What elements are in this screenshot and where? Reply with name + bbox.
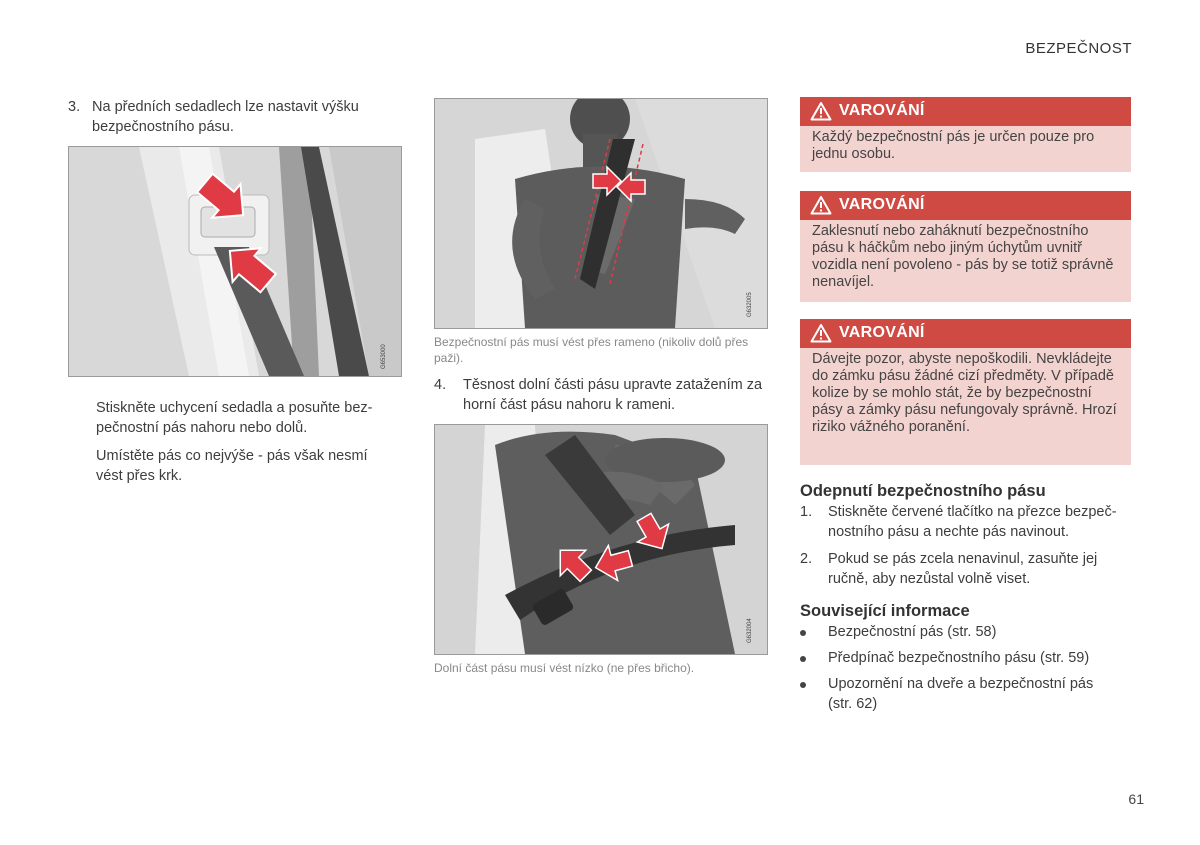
step-3-text: Na předních sedadlech lze nastavit výšku bezpečnostního pásu. [92,99,359,135]
warning-box-2 [800,191,1131,302]
warning-text: Zaklesnutí nebo zaháknutí bezpečnostního pásu k háčkům nebo jiným úchytům uvnitř vozidla není povoleno - pás by se totiž správně nenavíjel. [812,223,1114,290]
shoulder-belt-figure [434,98,768,329]
section-title-related-info: Související informace [800,602,970,620]
step-3 [68,97,388,137]
section-header: BEZPEČNOST [1025,40,1132,57]
section-title-unbuckling: Odepnutí bezpečnostního pásu [800,482,1046,500]
related-link-item [800,622,1132,642]
related-link-item [800,648,1132,668]
step-4-number: 4. [434,377,447,393]
seat-belt-height-figure [68,146,402,377]
step-3-number: 3. [68,99,81,115]
warning-text: Každý bezpečnostní pás je určen pouze pro jednu osobu. [812,129,1095,162]
instruction-paragraph-2: Umístěte pás co nejvýše - pás však nesmí vést přes krk. [96,448,368,484]
related-link[interactable]: Upozornění na dveře a bezpečnostní pás (str. 62) [828,676,1094,712]
warning-title: VAROVÁNÍ [839,102,925,119]
list-item-number: 2. [800,551,813,567]
bullet-icon [800,630,806,636]
lap-belt-illustration [435,425,767,654]
warning-triangle-icon [810,323,832,343]
warning-triangle-icon [810,101,832,121]
step-4 [434,375,766,415]
warning-header [800,191,1131,220]
warning-box-3 [800,319,1131,465]
related-link[interactable]: Předpínač bezpečnostního pásu (str. 59) [828,650,1090,666]
list-item-text: Stiskněte červené tlačítko na přezce bezpeč-nostního pásu a nechte pás navinout. [828,504,1117,540]
list-item [800,502,1132,542]
figure-code: G632005 [747,292,753,317]
seat-belt-height-illustration [69,147,401,376]
caption-shoulder-belt: Bezpečnostní pás musí vést přes rameno (nikoliv dolů přes paži). [434,335,749,365]
instruction-paragraph-1: Stiskněte uchycení sedadla a posuňte bez-pečnostní pás nahoru nebo dolů. [96,400,373,436]
list-item [800,549,1132,589]
related-link[interactable]: Bezpečnostní pás (str. 58) [828,624,997,640]
warning-title: VAROVÁNÍ [839,324,925,341]
warning-header [800,319,1131,348]
shoulder-belt-illustration [435,99,767,328]
lap-belt-figure [434,424,768,655]
bullet-icon [800,682,806,688]
step-4-text: Těsnost dolní části pásu upravte zatažením za horní část pásu nahoru k rameni. [463,377,763,413]
bullet-icon [800,656,806,662]
warning-box-1 [800,97,1131,172]
page-number: 61 [1128,791,1144,807]
figure-code: G632004 [747,618,753,643]
warning-title: VAROVÁNÍ [839,196,925,213]
figure-code: G653000 [381,344,387,369]
list-item-number: 1. [800,504,813,520]
warning-text: Dávejte pozor, abyste nepoškodili. Nevkládejte do zámku pásu žádné cizí předměty. V případě kolize by se mohlo stát, že by bezpečnostní pásy a zámky pásu nefungovaly správně. Hrozí riziko vážného poranění. [812,351,1117,435]
warning-triangle-icon [810,195,832,215]
warning-header [800,97,1131,126]
related-link-item [800,674,1132,714]
caption-lap-belt: Dolní část pásu musí vést nízko (ne přes břicho). [434,661,695,675]
list-item-text: Pokud se pás zcela nenavinul, zasuňte jej ručně, aby nezůstal volně viset. [828,551,1098,587]
